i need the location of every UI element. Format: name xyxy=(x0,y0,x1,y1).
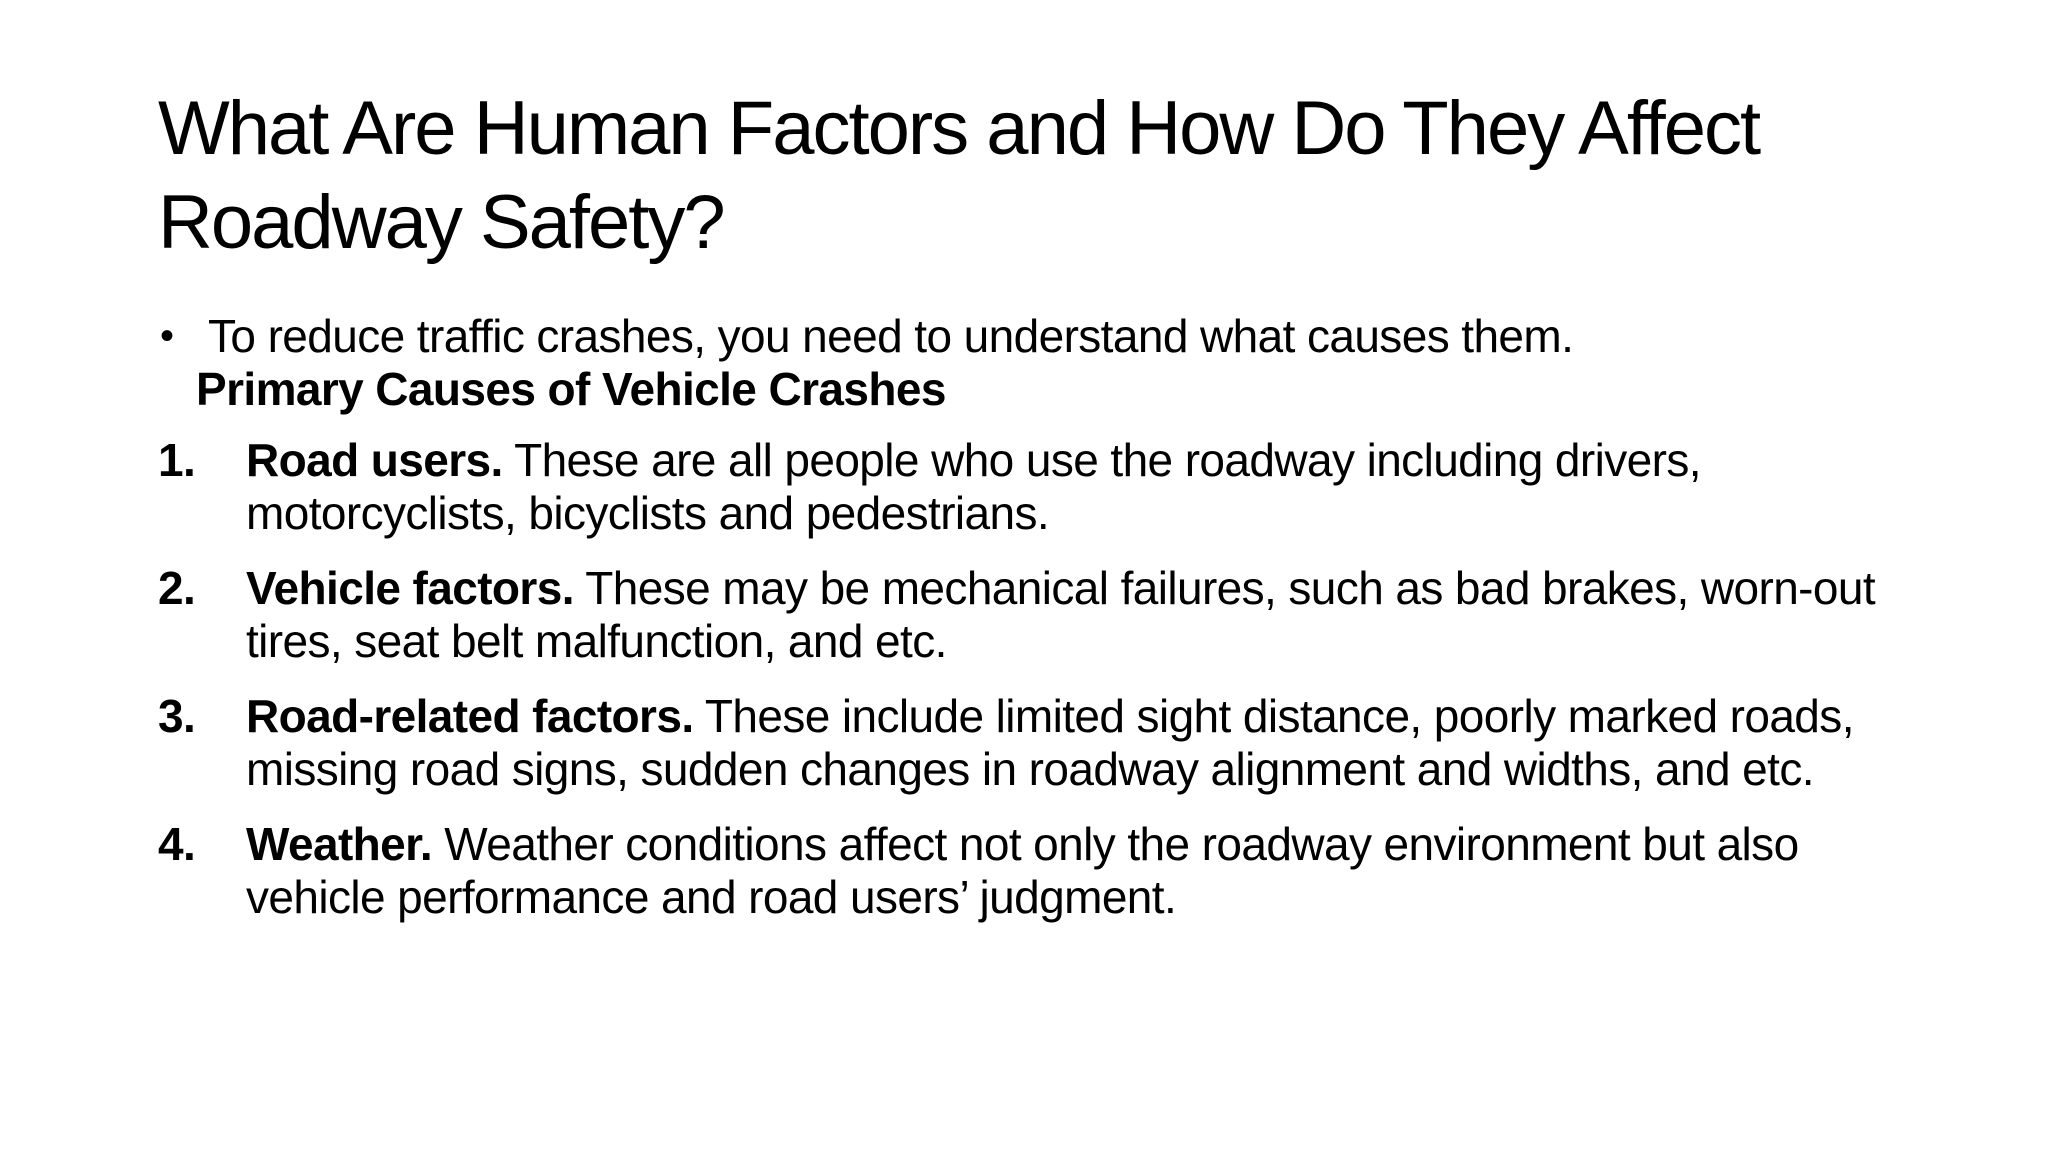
item-text: These may be mechanical failures, such as bad brakes, worn-out tires, seat belt malfunction, and etc. xyxy=(246,562,1876,667)
item-term: Vehicle factors. xyxy=(246,562,574,614)
item-text: Weather conditions affect not only the roadway environment but also vehicle performance and road users’ judgment. xyxy=(246,818,1799,923)
intro-text: To reduce traffic crashes, you need to understand what causes them. xyxy=(208,310,1574,362)
list-item xyxy=(158,690,1918,796)
slide-body xyxy=(158,310,1918,946)
item-number: 1. xyxy=(158,434,196,486)
list-item xyxy=(158,818,1918,924)
item-text: These are all people who use the roadway including drivers, motorcyclists, bicyclists and pedestrians. xyxy=(246,434,1701,539)
intro-bullet xyxy=(158,310,1918,416)
item-number: 2. xyxy=(158,562,196,614)
item-term: Weather. xyxy=(246,818,433,870)
item-number: 3. xyxy=(158,690,196,742)
list-item xyxy=(158,562,1918,668)
slide-title: What Are Human Factors and How Do They Affect Roadway Safety? xyxy=(158,86,1760,265)
causes-list xyxy=(158,434,1918,924)
list-item xyxy=(158,434,1918,540)
item-number: 4. xyxy=(158,818,196,870)
bullet-icon: • xyxy=(160,314,174,358)
item-term: Road-related factors. xyxy=(246,690,694,742)
subheading: Primary Causes of Vehicle Crashes xyxy=(196,363,946,415)
item-text: These include limited sight distance, poorly marked roads, missing road signs, sudden changes in roadway alignment and widths, and etc. xyxy=(246,690,1854,795)
item-term: Road users. xyxy=(246,434,503,486)
